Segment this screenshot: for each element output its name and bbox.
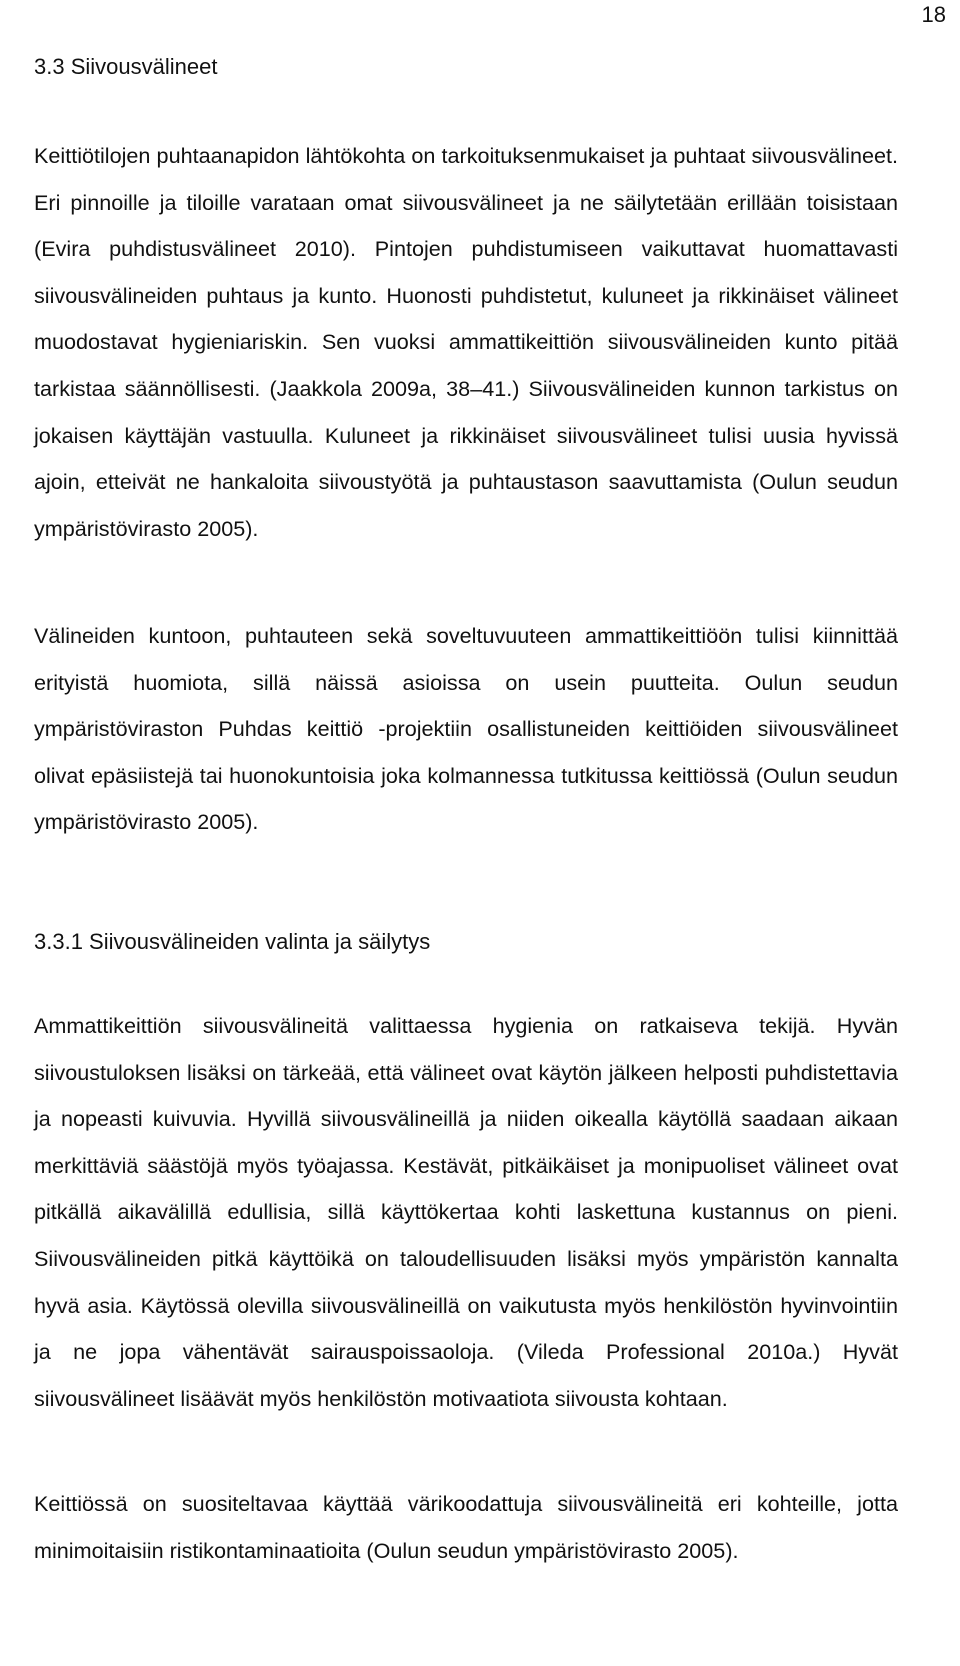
paragraph-4: Keittiössä on suositeltavaa käyttää värikoodattuja siivousvälineitä eri kohteille, jotta minimoitaisiin ristikontaminaatioita (Oulun seudun ympäristövirasto 2005). [34, 1491, 898, 1563]
paragraph-3: Ammattikeittiön siivousvälineitä valittaessa hygienia on ratkaiseva tekijä. Hyvän siivoustuloksen lisäksi on tärkeää, että välineet ovat käytön jälkeen helposti puhdistettavia ja nopeasti kuivuvia. Hyvillä siivousvälineillä ja niiden oikealla käytöllä saadaan aikaan merkittäviä säästöjä myös työajassa. Kestävät, pitkäikäiset ja monipuoliset välineet ovat pitkällä aikavälillä edullisia, sillä käyttökertaa kohti laskettuna kustannus on pieni. Siivousvälineiden pitkä käyttöikä on taloudellisuuden lisäksi myös ympäristön kannalta hyvä asia. Käytössä olevilla siivousvälineillä on vaikutusta myös henkilöstön hyvinvointiin ja ne jopa vähentävät sairauspoissaoloja. (Vileda Professional 2010a.) Hyvät siivousvälineet lisäävät myös henkilöstön motivaatiota siivousta kohtaan. [34, 1013, 898, 1411]
paragraph-1: Keittiötilojen puhtaanapidon lähtökohta on tarkoituksenmukaiset ja puhtaat siivousvälineet. Eri pinnoille ja tiloille varataan omat siivousvälineet ja ne säilytetään erillään toisistaan (Evira puhdistusvälineet 2010). Pintojen puhdistumiseen vaikuttavat huomattavasti siivousvälineiden puhtaus ja kunto. Huonosti puhdistetut, kuluneet ja rikkinäiset välineet muodostavat hygieniariskin. Sen vuoksi ammattikeittiön siivousvälineiden kunto pitää tarkistaa säännöllisesti. (Jaakkola 2009a, 38–41.) Siivousvälineiden kunnon tarkistus on jokaisen käyttäjän vastuulla. Kuluneet ja rikkinäiset siivousvälineet tulisi uusia hyvissä ajoin, etteivät ne hankaloita siivoustyötä ja puhtaustason saavuttamista (Oulun seudun ympäristövirasto 2005). [34, 143, 898, 541]
subsection-heading: 3.3.1 Siivousvälineiden valinta ja säilytys [34, 929, 431, 954]
paragraph-2: Välineiden kuntoon, puhtauteen sekä soveltuvuuteen ammattikeittiöön tulisi kiinnittää erityistä huomiota, sillä näissä asioissa on usein puutteita. Oulun seudun ympäristöviraston Puhdas keittiö -projektiin osallistuneiden keittiöiden siivousvälineet olivat epäsiistejä tai huonokuntoisia joka kolmannessa tutkitussa keittiössä (Oulun seudun ympäristövirasto 2005). [34, 623, 898, 835]
page-number: 18 [921, 2, 946, 27]
section-heading: 3.3 Siivousvälineet [34, 54, 218, 79]
